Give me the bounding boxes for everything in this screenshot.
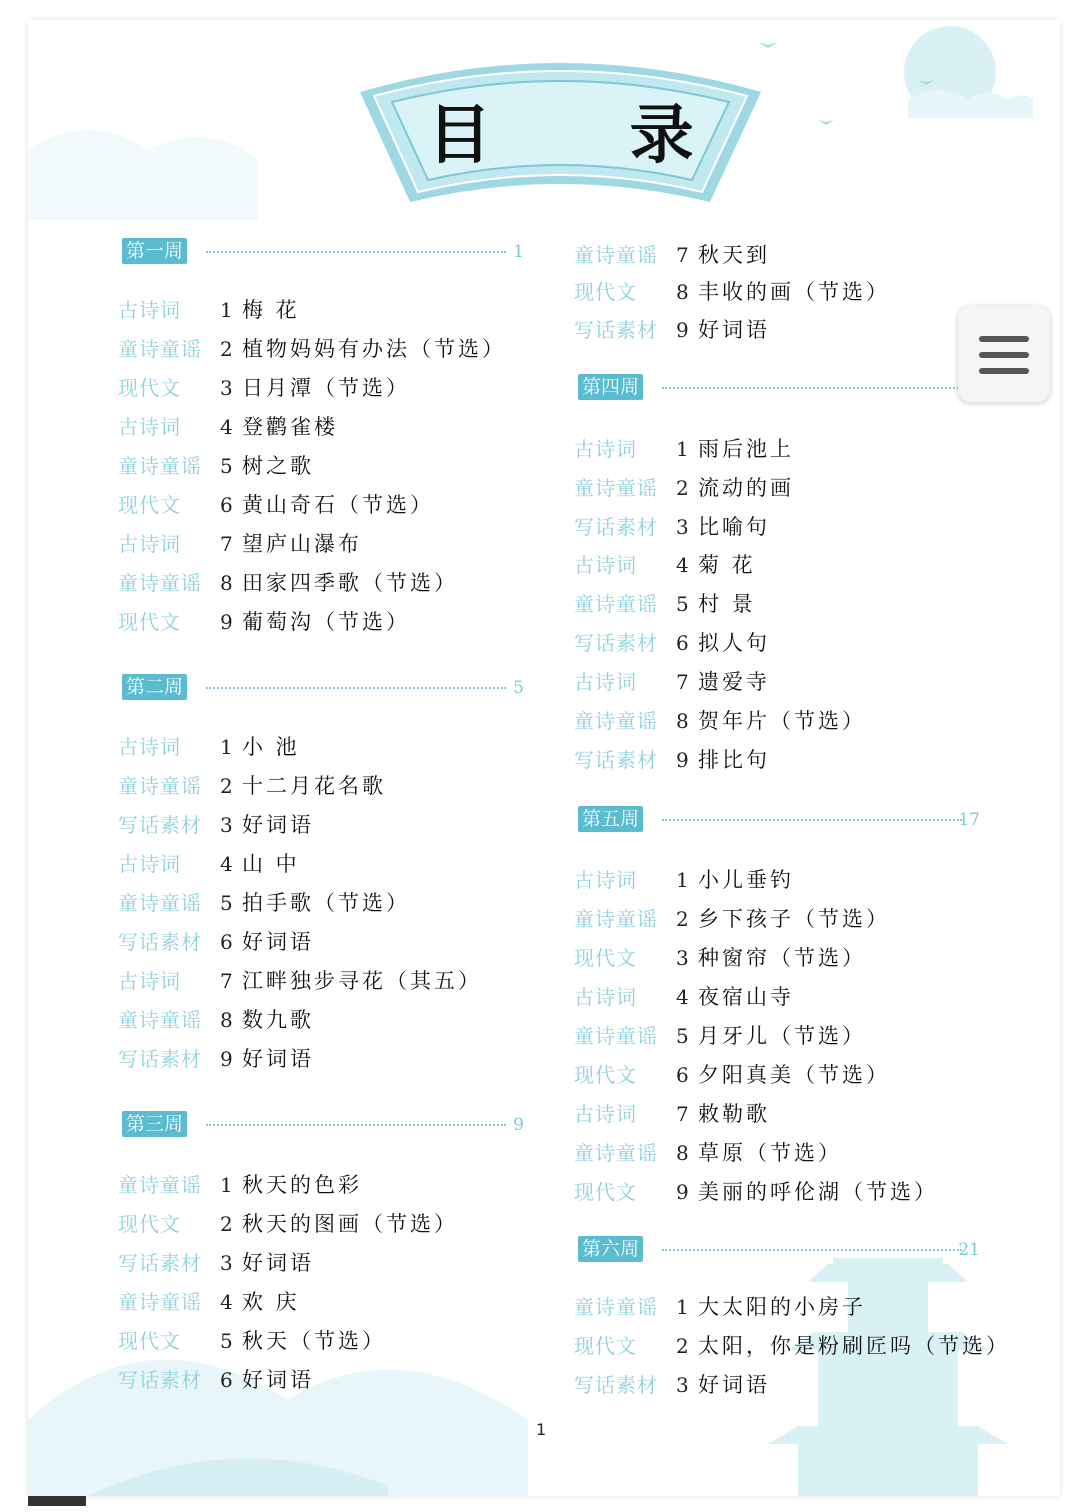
toc-entry[interactable]: [118, 925, 314, 959]
toc-entry[interactable]: [574, 548, 756, 582]
entry-number: 8: [220, 1008, 233, 1032]
bird-decoration: [758, 42, 778, 48]
entry-number: 1: [676, 437, 689, 461]
entry-number: 5: [676, 592, 689, 616]
entry-title: 好词语: [242, 1047, 314, 1071]
category-label: 古诗词: [574, 868, 637, 892]
toc-entry[interactable]: [574, 1290, 866, 1324]
entry-title: 贺年片（节选）: [698, 709, 866, 733]
toc-entry[interactable]: [574, 902, 890, 936]
toc-entry[interactable]: [118, 488, 434, 522]
toc-entry[interactable]: [118, 566, 458, 600]
entry-number: 3: [220, 1251, 233, 1275]
toc-entry[interactable]: [574, 704, 866, 738]
entry-number: 2: [676, 476, 689, 500]
toc-entry[interactable]: [118, 410, 338, 444]
toc-entry[interactable]: [574, 1368, 770, 1402]
category-label: 写话素材: [118, 1047, 202, 1071]
category-label: 现代文: [574, 1180, 637, 1204]
toc-entry[interactable]: [574, 1329, 1010, 1363]
toc-entry[interactable]: [574, 863, 794, 897]
toc-entry[interactable]: [118, 605, 410, 639]
category-label: 写话素材: [574, 748, 658, 772]
week-header: [574, 806, 984, 836]
entry-title: 敕勒歌: [698, 1102, 770, 1126]
entry-title: 美丽的呼伦湖（节选）: [698, 1180, 938, 1204]
bird-decoration: [818, 120, 834, 125]
toc-entry[interactable]: [118, 1003, 314, 1037]
entry-number: 5: [220, 454, 233, 478]
category-label: 写话素材: [574, 1373, 658, 1397]
toc-entry[interactable]: [118, 769, 386, 803]
entry-title: 好词语: [242, 1251, 314, 1275]
entry-title: 草原（节选）: [698, 1141, 842, 1165]
entry-title: 拟人句: [698, 631, 770, 655]
category-label: 现代文: [574, 946, 637, 970]
toc-entry[interactable]: [574, 626, 770, 660]
entry-title: 葡萄沟（节选）: [242, 610, 410, 634]
entry-number: 7: [220, 532, 233, 556]
toc-entry[interactable]: [574, 941, 866, 975]
category-label: 写话素材: [574, 318, 658, 342]
entry-number: 3: [220, 376, 233, 400]
entry-number: 8: [220, 571, 233, 595]
entry-title: 好词语: [698, 1373, 770, 1397]
category-label: 写话素材: [574, 515, 658, 539]
entry-title: 种窗帘（节选）: [698, 946, 866, 970]
entry-number: 5: [220, 891, 233, 915]
category-label: 童诗童谣: [118, 774, 202, 798]
entry-title: 秋天到: [698, 243, 770, 267]
entry-number: 3: [676, 1373, 689, 1397]
entry-title: 树之歌: [242, 454, 314, 478]
entry-number: 8: [676, 709, 689, 733]
entry-number: 2: [676, 1334, 689, 1358]
category-label: 古诗词: [118, 532, 181, 556]
dotted-leader: [206, 251, 506, 253]
entry-title: 欢 庆: [242, 1290, 300, 1314]
entry-number: 9: [220, 1047, 233, 1071]
toc-entry[interactable]: [118, 847, 300, 881]
page-title: 目 录: [427, 99, 752, 173]
category-label: 童诗童谣: [574, 1295, 658, 1319]
dotted-leader: [662, 1249, 962, 1251]
entry-number: 3: [220, 813, 233, 837]
entry-number: 4: [676, 553, 689, 577]
entry-number: 9: [220, 610, 233, 634]
toc-entry[interactable]: [118, 1207, 458, 1241]
toc-entry[interactable]: [574, 587, 756, 621]
category-label: 古诗词: [574, 985, 637, 1009]
entry-title: 小 池: [242, 735, 300, 759]
toc-entry[interactable]: [118, 730, 300, 764]
entry-title: 遗爱寺: [698, 670, 770, 694]
toc-entry[interactable]: [574, 432, 794, 466]
category-label: 现代文: [118, 493, 181, 517]
entry-title: 田家四季歌（节选）: [242, 571, 458, 595]
entry-title: 乡下孩子（节选）: [698, 907, 890, 931]
entry-title: 江畔独步寻花（其五）: [242, 969, 482, 993]
entry-title: 秋天（节选）: [242, 1329, 386, 1353]
entry-number: 9: [676, 318, 689, 342]
week-header: [118, 1111, 528, 1141]
dotted-leader: [662, 387, 962, 389]
page-number: 1: [536, 1420, 547, 1439]
category-label: 现代文: [118, 610, 181, 634]
entry-title: 比喻句: [698, 515, 770, 539]
category-label: 写话素材: [118, 1251, 202, 1275]
category-label: 古诗词: [118, 415, 181, 439]
entry-title: 植物妈妈有办法（节选）: [242, 337, 506, 361]
toc-entry[interactable]: [118, 964, 482, 998]
toc-entry[interactable]: [118, 1042, 314, 1076]
category-label: 古诗词: [118, 298, 181, 322]
category-label: 现代文: [574, 280, 637, 304]
toc-entry[interactable]: [574, 1058, 890, 1092]
entry-number: 6: [676, 1063, 689, 1087]
entry-title: 日月潭（节选）: [242, 376, 410, 400]
week-page-number: 21: [958, 1240, 980, 1260]
entry-number: 6: [676, 631, 689, 655]
entry-number: 3: [676, 946, 689, 970]
category-label: 童诗童谣: [574, 907, 658, 931]
week-label: 第四周: [578, 374, 643, 400]
entry-title: 数九歌: [242, 1008, 314, 1032]
toc-entry[interactable]: [118, 1168, 362, 1202]
category-label: 现代文: [574, 1334, 637, 1358]
week-header: [574, 374, 984, 404]
entry-title: 望庐山瀑布: [242, 532, 362, 556]
entry-title: 山 中: [242, 852, 300, 876]
menu-button[interactable]: [958, 306, 1050, 402]
entry-title: 好词语: [698, 318, 770, 342]
category-label: 童诗童谣: [118, 454, 202, 478]
toc-entry[interactable]: [574, 275, 890, 309]
toc-entry[interactable]: [574, 510, 770, 544]
entry-number: 2: [220, 337, 233, 361]
toc-entry[interactable]: [118, 808, 314, 842]
entry-number: 7: [220, 969, 233, 993]
week-page-number: 1: [513, 242, 524, 262]
document-page: [28, 20, 1060, 1496]
week-page-number: 9: [513, 1115, 524, 1135]
week-header: [118, 674, 528, 704]
category-label: 写话素材: [118, 930, 202, 954]
entry-number: 1: [676, 1295, 689, 1319]
entry-number: 6: [220, 930, 233, 954]
entry-title: 雨后池上: [698, 437, 794, 461]
category-label: 古诗词: [574, 670, 637, 694]
week-label: 第三周: [122, 1111, 187, 1137]
week-page-number: 5: [513, 678, 524, 698]
entry-title: 夜宿山寺: [698, 985, 794, 1009]
category-label: 写话素材: [574, 631, 658, 655]
category-label: 童诗童谣: [118, 1173, 202, 1197]
entry-title: 梅 花: [242, 298, 300, 322]
entry-number: 5: [220, 1329, 233, 1353]
toc-entry[interactable]: [118, 449, 314, 483]
entry-title: 排比句: [698, 748, 770, 772]
toc-entry[interactable]: [574, 665, 770, 699]
category-label: 童诗童谣: [118, 1008, 202, 1032]
dotted-leader: [206, 1124, 506, 1126]
entry-title: 丰收的画（节选）: [698, 280, 890, 304]
entry-number: 2: [220, 774, 233, 798]
category-label: 古诗词: [118, 969, 181, 993]
category-label: 古诗词: [574, 437, 637, 461]
category-label: 童诗童谣: [574, 709, 658, 733]
toc-entry[interactable]: [574, 1019, 866, 1053]
entry-title: 菊 花: [698, 553, 756, 577]
week-header: [574, 1236, 984, 1266]
category-label: 童诗童谣: [574, 1141, 658, 1165]
week-label: 第二周: [122, 674, 187, 700]
category-label: 古诗词: [118, 852, 181, 876]
entry-title: 太阳，你是粉刷匠吗（节选）: [698, 1334, 1010, 1358]
entry-number: 1: [676, 868, 689, 892]
entry-title: 小儿垂钓: [698, 868, 794, 892]
dotted-leader: [206, 687, 506, 689]
category-label: 现代文: [118, 1329, 181, 1353]
entry-number: 4: [220, 852, 233, 876]
toc-entry[interactable]: [118, 1246, 314, 1280]
category-label: 古诗词: [574, 553, 637, 577]
entry-title: 登鹳雀楼: [242, 415, 338, 439]
entry-number: 4: [676, 985, 689, 1009]
category-label: 童诗童谣: [118, 1290, 202, 1314]
category-label: 童诗童谣: [574, 243, 658, 267]
category-label: 童诗童谣: [574, 476, 658, 500]
toc-entry[interactable]: [118, 371, 410, 405]
category-label: 童诗童谣: [118, 891, 202, 915]
toc-entry[interactable]: [118, 293, 300, 327]
entry-title: 夕阳真美（节选）: [698, 1063, 890, 1087]
category-label: 童诗童谣: [574, 1024, 658, 1048]
entry-number: 4: [220, 1290, 233, 1314]
week-page-number: 17: [958, 810, 980, 830]
toc-entry[interactable]: [118, 1363, 314, 1397]
entry-number: 9: [676, 748, 689, 772]
category-label: 写话素材: [118, 813, 202, 837]
entry-title: 拍手歌（节选）: [242, 891, 410, 915]
entry-number: 4: [220, 415, 233, 439]
entry-number: 7: [676, 1102, 689, 1126]
week-label: 第五周: [578, 806, 643, 832]
entry-number: 6: [220, 493, 233, 517]
toc-entry[interactable]: [574, 471, 794, 505]
week-header: [118, 238, 528, 268]
toc-entry[interactable]: [574, 743, 770, 777]
category-label: 现代文: [574, 1063, 637, 1087]
entry-title: 黄山奇石（节选）: [242, 493, 434, 517]
category-label: 童诗童谣: [118, 571, 202, 595]
category-label: 古诗词: [118, 735, 181, 759]
entry-number: 8: [676, 1141, 689, 1165]
dotted-leader: [662, 819, 962, 821]
category-label: 童诗童谣: [574, 592, 658, 616]
toc-entry[interactable]: [574, 1175, 938, 1209]
week-label: 第六周: [578, 1236, 643, 1262]
entry-number: 2: [220, 1212, 233, 1236]
category-label: 童诗童谣: [118, 337, 202, 361]
entry-title: 十二月花名歌: [242, 774, 386, 798]
entry-title: 好词语: [242, 1368, 314, 1392]
toc-entry[interactable]: [574, 980, 794, 1014]
entry-number: 2: [676, 907, 689, 931]
entry-title: 好词语: [242, 930, 314, 954]
entry-title: 秋天的色彩: [242, 1173, 362, 1197]
entry-number: 8: [676, 280, 689, 304]
entry-number: 1: [220, 298, 233, 322]
entry-title: 村 景: [698, 592, 756, 616]
week-label: 第一周: [122, 238, 187, 264]
entry-number: 6: [220, 1368, 233, 1392]
category-label: 古诗词: [574, 1102, 637, 1126]
toc-entry[interactable]: [118, 1285, 300, 1319]
entry-title: 大太阳的小房子: [698, 1295, 866, 1319]
entry-title: 秋天的图画（节选）: [242, 1212, 458, 1236]
entry-number: 1: [220, 735, 233, 759]
category-label: 写话素材: [118, 1368, 202, 1392]
toc-entry[interactable]: [118, 886, 410, 920]
entry-number: 5: [676, 1024, 689, 1048]
toc-entry[interactable]: [118, 527, 362, 561]
toc-entry[interactable]: [118, 1324, 386, 1358]
toc-entry[interactable]: [574, 1136, 842, 1170]
toc-entry[interactable]: [574, 1097, 770, 1131]
entry-title: 流动的画: [698, 476, 794, 500]
entry-number: 7: [676, 243, 689, 267]
entry-title: 月牙儿（节选）: [698, 1024, 866, 1048]
category-label: 现代文: [118, 1212, 181, 1236]
toc-entry[interactable]: [118, 332, 506, 366]
entry-number: 9: [676, 1180, 689, 1204]
mountain-decoration: [28, 130, 258, 220]
category-label: 现代文: [118, 376, 181, 400]
entry-number: 7: [676, 670, 689, 694]
entry-title: 好词语: [242, 813, 314, 837]
entry-number: 1: [220, 1173, 233, 1197]
entry-number: 3: [676, 515, 689, 539]
scan-edge: [28, 1496, 86, 1506]
toc-entry[interactable]: [574, 238, 770, 272]
toc-entry[interactable]: [574, 313, 770, 347]
